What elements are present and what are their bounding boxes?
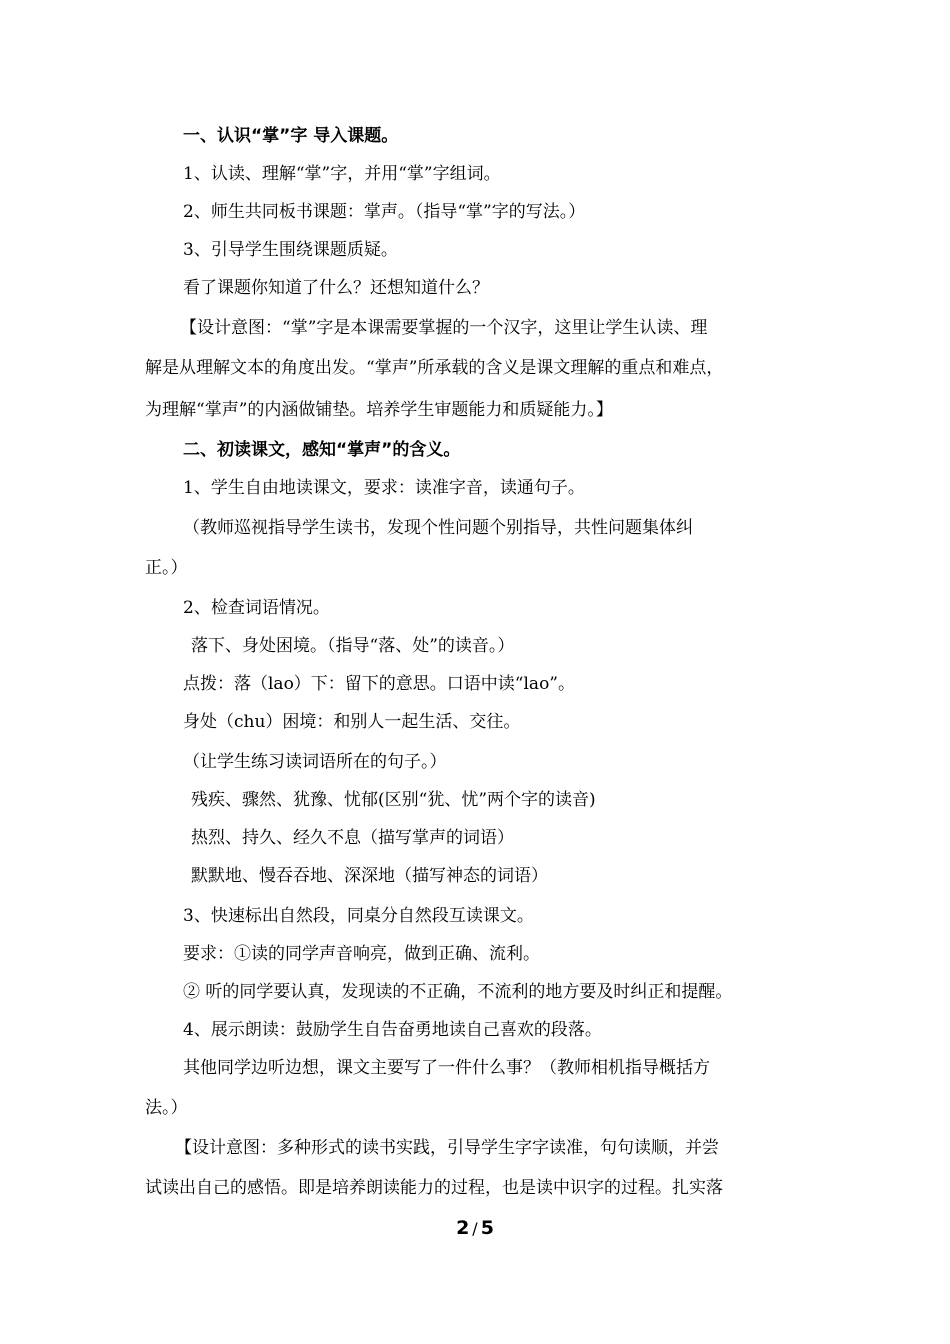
text-line: 3、快速标出自然段，同桌分自然段互读课文。 <box>183 906 534 926</box>
text-line: 2、师生共同板书课题：掌声。（指导“掌”字的写法。） <box>183 202 586 222</box>
design-intent-line: 为理解“掌声”的内涵做铺垫。培养学生审题能力和质疑能力。】 <box>145 400 613 420</box>
text-line: （让学生练习读词语所在的句子。） <box>183 752 447 772</box>
page-number <box>0 1216 950 1241</box>
text-line: 正。） <box>145 558 188 578</box>
text-line: （教师巡视指导学生读书，发现个性问题个别指导，共性问题集体纠 <box>183 518 693 538</box>
text-line: 热烈、持久、经久不息（描写掌声的词语） <box>191 828 514 848</box>
text-line: 3、引导学生围绕课题质疑。 <box>183 240 398 260</box>
text-line: 1、学生自由地读课文，要求：读准字音，读通句子。 <box>183 478 585 498</box>
text-line: 看了课题你知道了什么？还想知道什么？ <box>183 278 489 298</box>
text-line: 其他同学边听边想，课文主要写了一件什么事？（教师相机指导概括方 <box>183 1058 710 1078</box>
text-line: 1、认读、理解“掌”字，并用“掌”字组词。 <box>183 164 501 184</box>
design-intent-line: 【设计意图：多种形式的读书实践，引导学生字字读准，句句读顺，并尝 <box>175 1138 719 1158</box>
design-intent-line: 【设计意图：“掌”字是本课需要掌握的一个汉字，这里让学生认读、理 <box>180 318 708 338</box>
text-line: 默默地、慢吞吞地、深深地（描写神态的词语） <box>191 866 548 886</box>
text-line: 2、检查词语情况。 <box>183 598 330 618</box>
current-page: 2 <box>456 1217 470 1239</box>
text-line: 法。） <box>145 1098 188 1118</box>
text-line: ② 听的同学要认真，发现读的不正确，不流利的地方要及时纠正和提醒。 <box>183 982 733 1002</box>
section-heading-1: 一、认识“掌”字 导入课题。 <box>183 126 399 146</box>
total-pages: 5 <box>480 1217 494 1239</box>
section-heading-2: 二、初读课文，感知“掌声”的含义。 <box>183 440 461 460</box>
page-separator: / <box>472 1219 478 1238</box>
design-intent-line: 解是从理解文本的角度出发。“掌声”所承载的含义是课文理解的重点和难点， <box>145 358 724 378</box>
text-line: 4、展示朗读：鼓励学生自告奋勇地读自己喜欢的段落。 <box>183 1020 602 1040</box>
text-line: 残疾、骤然、犹豫、忧郁(区别“犹、忧”两个字的读音) <box>191 790 596 810</box>
text-line: 点拨：落（lao）下：留下的意思。口语中读“lao”。 <box>183 674 575 694</box>
design-intent-line: 试读出自己的感悟。即是培养朗读能力的过程，也是读中识字的过程。扎实落 <box>145 1178 723 1198</box>
text-line: 身处（chu）困境：和别人一起生活、交往。 <box>183 712 521 732</box>
text-line: 要求：①读的同学声音响亮，做到正确、流利。 <box>183 944 540 964</box>
text-line: 落下、身处困境。（指导“落、处”的读音。） <box>191 636 515 656</box>
